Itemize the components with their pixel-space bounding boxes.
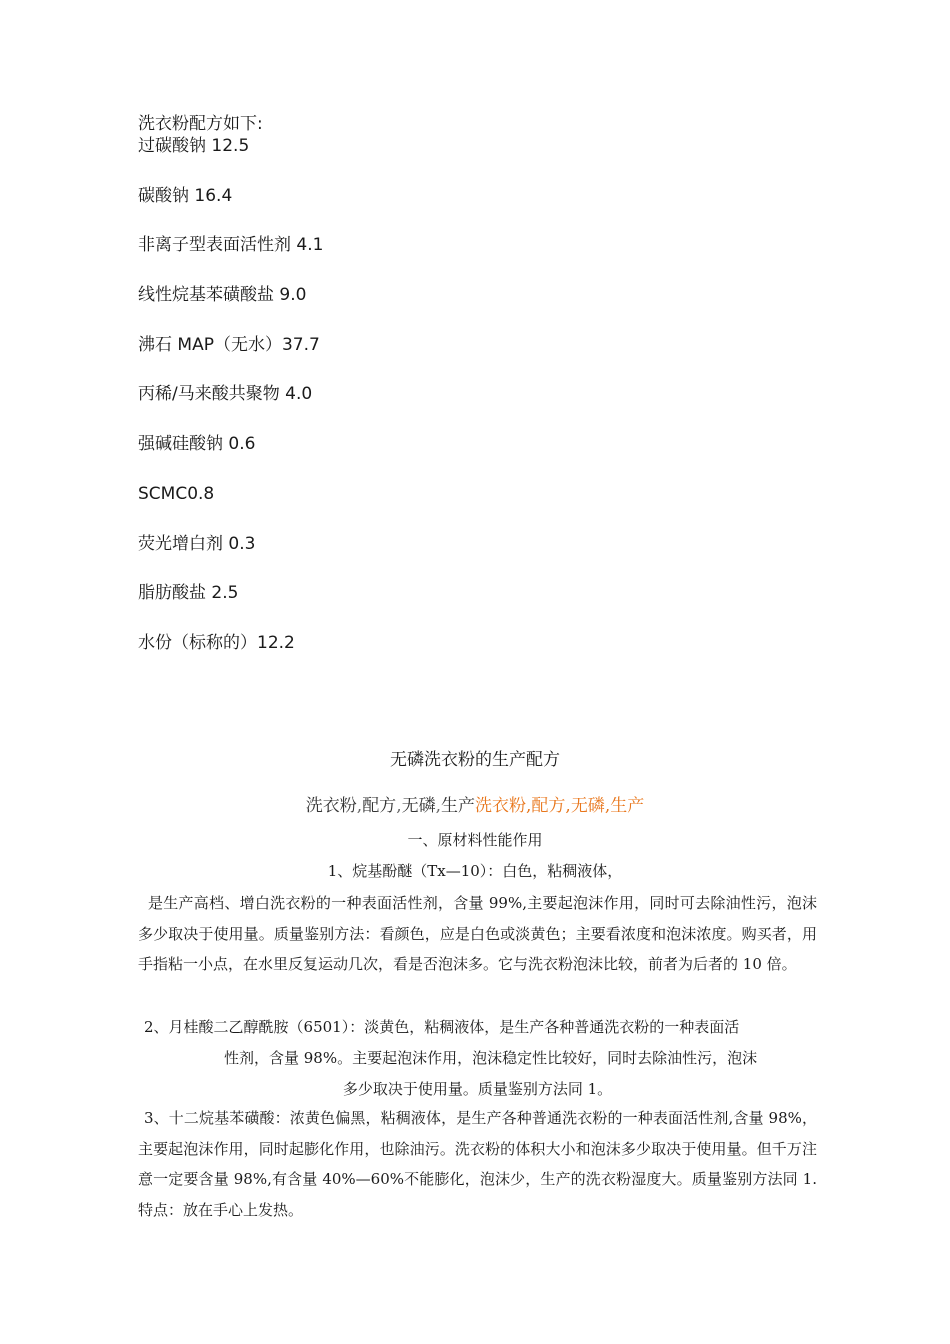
highlight-tag-link[interactable]: 生产 xyxy=(610,796,645,816)
formula-item: SCMC0.8 xyxy=(138,483,215,504)
tag-link[interactable]: 无磷 xyxy=(401,796,436,816)
tag-separator: , xyxy=(565,796,571,816)
highlight-tag-link[interactable]: 无磷 xyxy=(570,796,605,816)
item-heading: 1、烷基酚醚（Tx—10）：白色，粘稠液体， xyxy=(327,862,623,880)
formula-item: 碳酸钠 16.4 xyxy=(138,185,233,206)
article-title: 无磷洗衣粉的生产配方 xyxy=(390,750,560,770)
tag-link[interactable]: 配方 xyxy=(362,796,397,816)
paragraph: 2、月桂酸二乙醇酰胺（6501）：淡黄色，粘稠液体，是生产各种普通洗衣粉的一种表面活 xyxy=(144,1018,740,1036)
paragraph: 3、十二烷基苯磺酸：浓黄色偏黑，粘稠液体，是生产各种普通洗衣粉的一种表面活性剂,含量 98%，主要起泡沫作用，同时起膨化作用，也除油污。洗衣粉的体积大小和泡沫多少取决于使用量。但千万注意一定要含量 98%,有含量 40%—60%不能膨化，泡沫少，生产的洗衣粉湿度大。质量鉴别方法同 1.特点：放在手心上发热。 xyxy=(138,1109,817,1219)
tag-separator: , xyxy=(435,796,441,816)
formula-item: 水份（标称的）12.2 xyxy=(138,632,295,653)
tag-link[interactable]: 生产 xyxy=(441,796,475,816)
tag-separator: , xyxy=(396,796,402,816)
paragraph: 是生产高档、增白洗衣粉的一种表面活性剂，含量 99%,主要起泡沫作用，同时可去除油性污，泡沫多少取决于使用量。质量鉴别方法：看颜色，应是白色或淡黄色；主要看浓度和泡沫浓度。购买者，用手指粘一小点，在水里反复运动几次，看是否泡沫多。它与洗衣粉泡沫比较，前者为后者的 10 倍。 xyxy=(138,894,817,973)
tag-line xyxy=(0,794,950,818)
formula-item: 荧光增白剂 0.3 xyxy=(138,533,256,554)
tag-separator: , xyxy=(604,796,611,816)
formula-item: 非离子型表面活性剂 4.1 xyxy=(138,235,324,256)
formula-list xyxy=(138,135,838,682)
paragraph: 多少取决于使用量。质量鉴别方法同 1。 xyxy=(342,1080,613,1098)
highlight-tag-link[interactable]: 洗衣粉 xyxy=(475,796,526,816)
formula-item: 丙稀/马来酸共聚物 4.0 xyxy=(138,384,313,405)
paragraph: 性剂，含量 98%。主要起泡沫作用，泡沫稳定性比较好，同时去除油性污，泡沫 xyxy=(224,1049,758,1067)
formula-item: 沸石 MAP（无水）37.7 xyxy=(138,334,320,355)
tag-separator: , xyxy=(526,796,532,816)
formula-item: 强碱硅酸钠 0.6 xyxy=(138,434,256,455)
formula-item: 过碳酸钠 12.5 xyxy=(138,136,250,156)
tag-link[interactable]: 洗衣粉 xyxy=(305,796,357,816)
formula-item: 脂肪酸盐 2.5 xyxy=(138,583,239,604)
formula-intro: 洗衣粉配方如下: xyxy=(138,114,263,134)
section-heading: 一、原材料性能作用 xyxy=(407,831,543,849)
tag-separator: , xyxy=(356,796,363,816)
formula-item: 线性烷基苯磺酸盐 9.0 xyxy=(138,285,307,306)
highlight-tag-link[interactable]: 配方 xyxy=(531,796,566,816)
